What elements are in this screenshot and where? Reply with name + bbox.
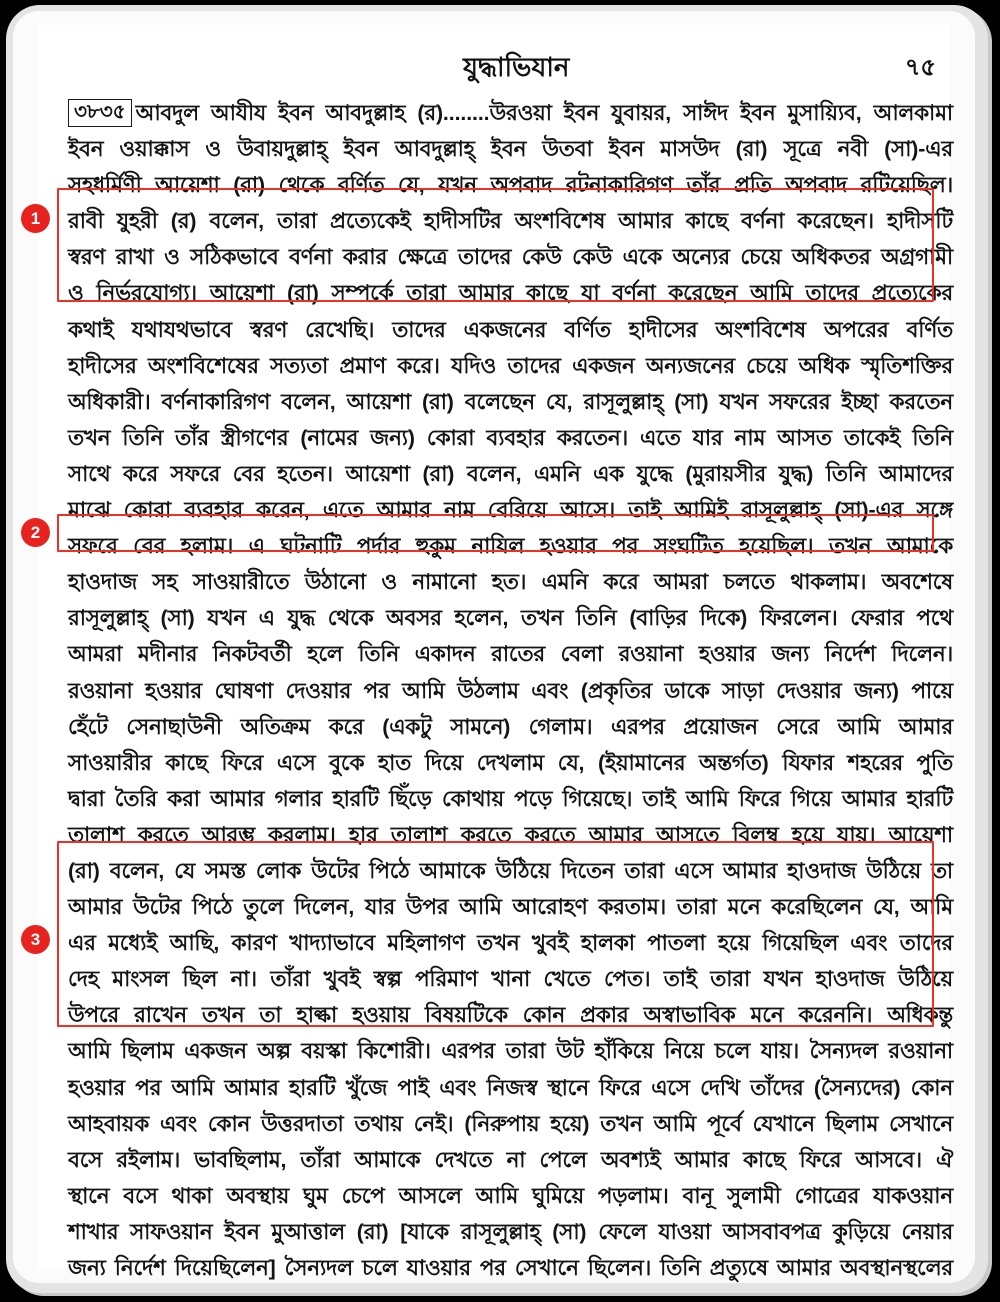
- line-text: (রা) বলেন, যে সমস্ত লোক উটের পিঠে আমাকে উঠিয়ে দিতেন তারা এসে আমার হাওদাজ উঠিয়ে তা: [68, 858, 953, 883]
- line-text: মাঝে কোরা ব্যবহার করেন, এতে আমার নাম বেরিয়ে আসে। তাই আমিই রাসূলুল্লাহ্ (সা)-এর সঙ্গে: [68, 498, 953, 523]
- annotation-marker-2[interactable]: 2: [21, 518, 50, 547]
- page-title: যুদ্ধাভিযান: [463, 52, 570, 82]
- hadith-number-badge: ৩৮৩৫: [68, 99, 132, 127]
- page-content-area: [38, 25, 953, 1280]
- text-line: [68, 745, 953, 781]
- text-line: [68, 348, 953, 384]
- text-line: [68, 673, 953, 709]
- line-text: স্থানে বসে থাকা অবস্থায় ঘুম চেপে আসলে আমি ঘুমিয়ে পড়লাম। বানূ সুলামী গোত্রের যাকওয়ান: [68, 1183, 953, 1208]
- page-number: ৭৫: [904, 54, 936, 81]
- line-text: ইবন ওয়াক্কাস ও উবায়দুল্লাহ্ ইবন আবদুল্লাহ্ ইবন উতবা ইবন মাসউদ (রা) সূত্রে নবী (সা)-এর: [68, 137, 953, 162]
- text-line: [68, 853, 953, 889]
- text-line: [68, 239, 953, 275]
- line-text: রাসূলুল্লাহ্ (সা) যখন এ যুদ্ধ থেকে অবসর হলেন, তখন তিনি (বাড়ির দিকে) ফিরলেন। ফেরার পথে: [68, 606, 953, 631]
- text-line: [68, 95, 953, 131]
- line-text: আমার উটের পিঠে তুলে দিলেন, যার উপর আমি আরোহণ করতাম। তারা মনে করেছিলেন যে, আমি: [68, 895, 953, 920]
- line-text: বসে রইলাম। ভাবছিলাম, তাঁরা আমাকে দেখতে না পেলে অবশ্যই আমার কাছে ফিরে আসবে। ঐ: [68, 1147, 953, 1172]
- text-line: [68, 456, 953, 492]
- page-header: [68, 47, 948, 87]
- text-line: [68, 889, 953, 925]
- text-line: [68, 131, 953, 167]
- text-line: [68, 1250, 953, 1283]
- text-line: [68, 1214, 953, 1250]
- line-text: সাথে করে সফরে বের হতেন। আয়েশা (রা) বলেন, এমনি এক যুদ্ধে (মুরায়সীর যুদ্ধ) তিনি আমাদের: [68, 461, 953, 486]
- text-line: [68, 709, 953, 745]
- line-text: আবদুল আযীয ইবন আবদুল্লাহ (র)........উরওয়া ইবন যুবায়র, সাঈদ ইবন মুসায়্যিব, আলকামা: [135, 101, 953, 125]
- text-line: [68, 203, 953, 239]
- line-text: দ্বারা তৈরি করা আমার গলার হারটি ছিঁড়ে কোথায় পড়ে গিয়েছে। তাই আমি ফিরে গিয়ে আমার হারটি: [68, 786, 953, 811]
- text-line: [68, 564, 953, 600]
- text-line: [68, 1070, 953, 1106]
- annotation-marker-1[interactable]: 1: [21, 204, 50, 233]
- text-line: [68, 275, 953, 311]
- line-text: উপরে রাখেন তখন তা হাল্কা হওয়ায় বিষয়টিকে কোন প্রকার অস্বাভাবিক মনে করেননি। অধিকন্তু: [68, 1003, 953, 1028]
- line-text: সাওয়ারীর কাছে ফিরে এসে বুকে হাত দিয়ে দেখলাম যে, (ইয়ামানের অন্তর্গত) যিফার শহরের পুতি: [68, 750, 953, 775]
- line-text: হওয়ার পর আমি আমার হারটি খুঁজে পাই এবং নিজস্ব স্থানে ফিরে এসে দেখি তাঁদের (সৈন্যদের) কোন: [68, 1075, 953, 1100]
- line-text: তালাশ করতে আরম্ভ করলাম। হার তালাশ করতে করতে আমার আসতে বিলম্ব হয়ে যায়। আয়েশা: [68, 822, 953, 847]
- text-line: [68, 600, 953, 636]
- line-text: দেহ মাংসল ছিল না। তাঁরা খুবই স্বল্প পরিমাণ খানা খেতে পেত। তাই তারা যখন হাওদাজ উঠিয়ে: [68, 967, 953, 992]
- line-text: হাদীসের অংশবিশেষের সত্যতা প্রমাণ করে। যদিও তাদের একজন অন্যজনের চেয়ে অধিক স্মৃতিশক্তির: [68, 353, 953, 378]
- line-text: শাখার সাফওয়ান ইবন মুআত্তাল (রা) [যাকে রাসূলুল্লাহ্ (সা) ফেলে যাওয়া আসবাবপত্র কুড়িয়ে নেয়ার: [68, 1219, 953, 1244]
- line-text: জন্য নির্দেশ দিয়েছিলেন] সৈন্যদল চলে যাওয়ার পর সেখানে ছিলেন। তিনি প্রত্যুষে আমার অবস্থানস্থলের: [68, 1256, 953, 1280]
- text-line: [68, 925, 953, 961]
- line-text: রওয়ানা হওয়ার ঘোষণা দেওয়ার পর আমি উঠলাম এবং (প্রকৃতির ডাকে সাড়া দেওয়ার জন্য) পায়ে: [68, 678, 953, 703]
- text-line: [68, 1142, 953, 1178]
- text-line: [68, 1178, 953, 1214]
- line-text: আমি ছিলাম একজন অল্প বয়স্কা কিশোরী। এরপর তারা উট হাঁকিয়ে নিয়ে চলে যায়। সৈন্যদল রওয়ানা: [68, 1039, 953, 1064]
- line-text: স্বরণ রাখা ও সঠিকভাবে বর্ণনা করার ক্ষেত্রে তাদের কেউ কেউ একে অন্যের চেয়ে অধিকতর অগ্রগামী: [68, 245, 953, 270]
- text-line: [68, 312, 953, 348]
- line-text: হাওদাজ সহ সাওয়ারীতে উঠানো ও নামানো হত। এমনি করে আমরা চলতে থাকলাম। অবশেষে: [68, 570, 953, 595]
- text-line: [68, 997, 953, 1033]
- line-text: রাবী যুহরী (র) বলেন, তারা প্রত্যেকেই হাদীসটির অংশবিশেষ আমার কাছে বর্ণনা করেছেন। হাদীসটি: [68, 209, 953, 234]
- annotation-marker-3[interactable]: 3: [21, 925, 50, 954]
- text-line: [68, 492, 953, 528]
- line-text: আমরা মদীনার নিকটবর্তী হলে তিনি একাদন রাতের বেলা রওয়ানা হওয়ার জন্য নির্দেশ দিলেন।: [68, 642, 953, 667]
- line-text: হেঁটে সেনাছাউনী অতিক্রম করে (একটু সামনে) গেলাম। এরপর প্রয়োজন সেরে আমি আমার: [68, 714, 953, 739]
- document-page: [13, 11, 975, 1283]
- line-text: সহধর্মিণী আয়েশা (রা) থেকে বর্ণিত যে, যখন অপবাদ রটনাকারিগণ তাঁর প্রতি অপবাদ রটিয়েছিল।: [68, 173, 953, 198]
- text-line: [68, 528, 953, 564]
- line-text: কথাই যথাযথভাবে স্বরণ রেখেছি। তাদের একজনের বর্ণিত হাদীসের অংশবিশেষ অপরের বর্ণিত: [68, 317, 953, 342]
- text-line: [68, 1106, 953, 1142]
- text-line: [68, 1033, 953, 1069]
- body-text: [68, 95, 953, 1283]
- text-line: [68, 167, 953, 203]
- line-text: তখন তিনি তাঁর স্ত্রীগণের (নামের জন্য) কোরা ব্যবহার করতেন। এতে যার নাম আসত তাকেই তিনি: [68, 425, 953, 450]
- text-line: [68, 817, 953, 853]
- text-line: [68, 961, 953, 997]
- text-line: [68, 420, 953, 456]
- line-text: এর মধ্যেই আছি, কারণ খাদ্যাভাবে মহিলাগণ তখন খুবই হালকা পাতলা হয়ে গিয়েছিল এবং তাদের: [68, 931, 953, 956]
- text-line: [68, 636, 953, 672]
- line-text: অধিকারী। বর্ণনাকারিগণ বলেন, আয়েশা (রা) বলেছেন যে, রাসূলুল্লাহ্ (সা) যখন সফরের ইচ্ছা করতেন: [68, 389, 953, 414]
- line-text: আহবায়ক এবং কোন উত্তরদাতা তথায় নেই। (নিরুপায় হয়ে) তখন আমি পূর্বে যেখানে ছিলাম সেখানে: [68, 1111, 953, 1136]
- text-line: [68, 781, 953, 817]
- text-line: [68, 384, 953, 420]
- line-text: সফরে বের হলাম। এ ঘটনাটি পর্দার হুকুম নাযিল হওয়ার পর সংঘটিত হয়েছিল। তখন আমাকে: [68, 534, 953, 559]
- line-text: ও নির্ভরযোগ্য। আয়েশা (রা) সম্পর্কে তারা আমার কাছে যা বর্ণনা করেছেন আমি তাদের প্রত্যেকের: [68, 281, 953, 306]
